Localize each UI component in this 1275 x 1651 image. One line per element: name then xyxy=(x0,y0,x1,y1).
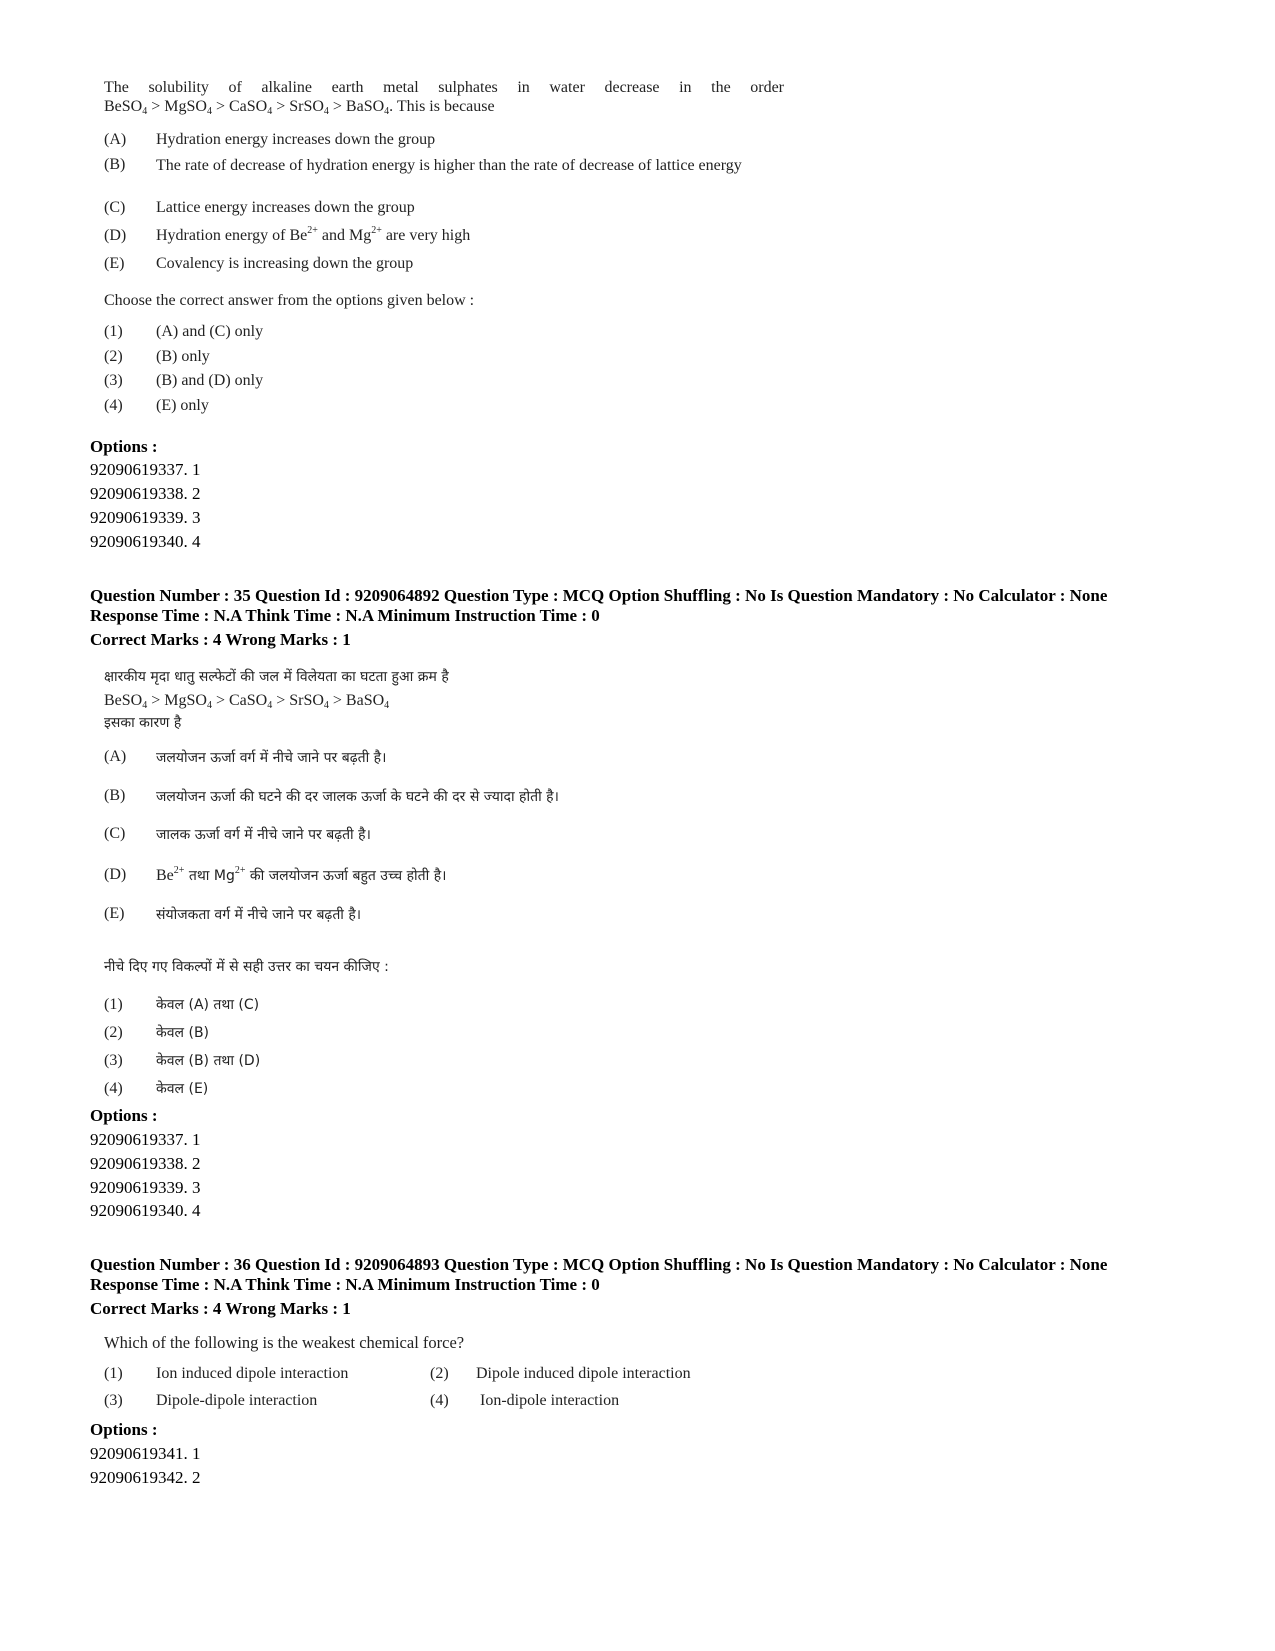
q34-statement-a: (A) Hydration energy increases down the group xyxy=(104,131,436,148)
q35-statement-b: (B) जलयोजन ऊर्जा की घटने की दर जालक ऊर्जा के घटने की दर से ज्यादा होती है। xyxy=(104,787,559,805)
q35-stem-line3: इसका कारण है xyxy=(104,715,182,731)
q34-option-2: 92090619338. 2 xyxy=(90,484,201,503)
q35-answer-2: (2) केवल (B) xyxy=(104,1024,210,1041)
q34-option-4: 92090619340. 4 xyxy=(90,532,201,551)
q36-option-2: 92090619342. 2 xyxy=(90,1468,201,1487)
q36-meta-line2: Response Time : N.A Think Time : N.A Minimum Instruction Time : 0 xyxy=(90,1275,600,1294)
q36-stem: Which of the following is the weakest chemical force? xyxy=(104,1333,465,1352)
q36-answer-2: (2) Dipole induced dipole interaction xyxy=(430,1365,691,1382)
q35-meta-line2: Response Time : N.A Think Time : N.A Minimum Instruction Time : 0 xyxy=(90,606,600,625)
q34-stem xyxy=(104,78,784,116)
q35-option-1: 92090619337. 1 xyxy=(90,1130,201,1149)
q34-statement-b: (B) The rate of decrease of hydration energy is higher than the rate of decrease of lattice energy xyxy=(104,156,742,174)
q35-statement-d: (D) $Be^{2+}$ तथा $Mg^{2+}$ की जलयोजन ऊर्जा बहुत उच्च होती है। xyxy=(104,865,447,884)
q36-answer-1: (1) Ion induced dipole interaction xyxy=(104,1365,349,1382)
q34-stem-line1: The solubility of alkaline earth metal sulphates in water decrease in the order xyxy=(104,79,784,96)
q34-sulphate-order: BeSO$_4$ > MgSO$_4$ > CaSO$_4$ > SrSO$_4$ > BaSO$_4$. This is because xyxy=(104,98,495,117)
q35-meta-line1: Question Number : 35 Question Id : 9209064892 Question Type : MCQ Option Shuffling : No Is Question Mandatory : No Calculator : None xyxy=(90,586,1108,605)
q35-stem xyxy=(104,666,449,735)
q36-options-heading: Options : xyxy=(90,1420,158,1439)
q35-answer-1: (1) केवल (A) तथा (C) xyxy=(104,996,260,1013)
q34-answer-3: (3) (B) and (D) only xyxy=(104,372,264,389)
q34-statement-e: (E) Covalency is increasing down the group xyxy=(104,255,414,272)
q34-option-1: 92090619337. 1 xyxy=(90,460,201,479)
q35-sulphate-order: BeSO$_4$ > MgSO$_4$ > CaSO$_4$ > SrSO$_4$ > BaSO$_4$ xyxy=(104,692,390,711)
q36-meta-line1: Question Number : 36 Question Id : 9209064893 Question Type : MCQ Option Shuffling : No Is Question Mandatory : No Calculator : None xyxy=(90,1255,1108,1274)
q34-answer-1: (1) (A) and (C) only xyxy=(104,323,264,340)
q34-option-3: 92090619339. 3 xyxy=(90,508,201,527)
q34-statement-c: (C) Lattice energy increases down the group xyxy=(104,199,415,216)
q35-statement-a: (A) जलयोजन ऊर्जा वर्ग में नीचे जाने पर बढ़ती है। xyxy=(104,748,387,766)
q35-answer-4: (4) केवल (E) xyxy=(104,1080,209,1097)
q34-answer-4: (4) (E) only xyxy=(104,397,209,414)
q35-choose-instruction: नीचे दिए गए विकल्पों में से सही उत्तर का चयन कीजिए : xyxy=(104,959,389,975)
q35-statement-c: (C) जालक ऊर्जा वर्ग में नीचे जाने पर बढ़ती है। xyxy=(104,825,371,843)
q35-answer-3: (3) केवल (B) तथा (D) xyxy=(104,1052,261,1069)
q36-option-1: 92090619341. 1 xyxy=(90,1444,201,1463)
q34-statement-d: (D) Hydration energy of $Be^{2+}$ and $Mg^{2+}$ are very high xyxy=(104,225,471,244)
q34-options-heading: Options : xyxy=(90,437,158,456)
q35-stem-line1: क्षारकीय मृदा धातु सल्फेटों की जल में विलेयता का घटता हुआ क्रम है xyxy=(104,669,449,685)
q35-options-heading: Options : xyxy=(90,1106,158,1125)
q36-marks: Correct Marks : 4 Wrong Marks : 1 xyxy=(90,1299,351,1318)
q35-option-4: 92090619340. 4 xyxy=(90,1201,201,1220)
q35-statement-e: (E) संयोजकता वर्ग में नीचे जाने पर बढ़ती है। xyxy=(104,905,362,923)
q35-option-2: 92090619338. 2 xyxy=(90,1154,201,1173)
q35-marks: Correct Marks : 4 Wrong Marks : 1 xyxy=(90,630,351,649)
q34-answer-2: (2) (B) only xyxy=(104,348,210,365)
q36-answer-3: (3) Dipole-dipole interaction xyxy=(104,1392,318,1409)
q34-choose-instruction: Choose the correct answer from the options given below : xyxy=(104,292,475,309)
q35-option-3: 92090619339. 3 xyxy=(90,1178,201,1197)
q36-answer-4: (4) Ion-dipole interaction xyxy=(430,1392,620,1409)
